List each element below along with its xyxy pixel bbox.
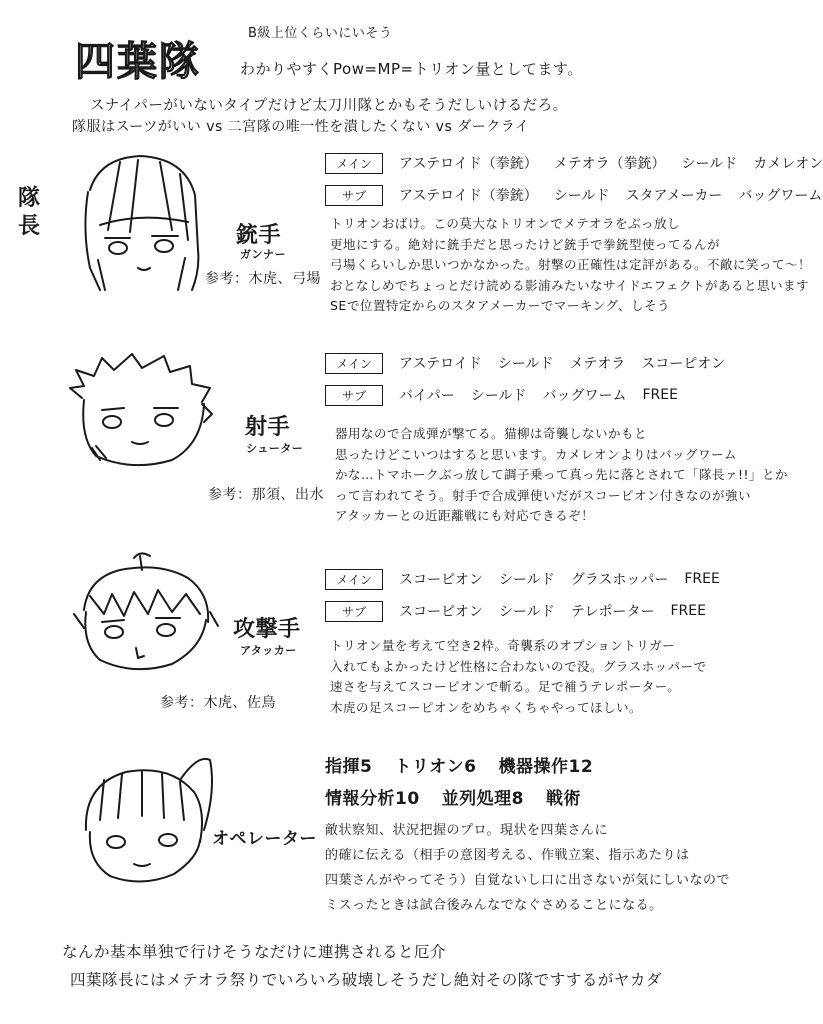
trigger-item: シールド (553, 188, 610, 204)
desc-line: 更地にする。絶対に銃手だと思ったけど銃手で拳銃型使ってるんが (330, 236, 721, 252)
sub-slot-tag: サブ (325, 601, 383, 622)
trigger-item: グラスホッパー (570, 572, 669, 588)
gunner-sub-row (325, 182, 823, 208)
attacker-main-row (325, 566, 720, 592)
sub-slot-tag: サブ (325, 185, 383, 206)
gunner-description (330, 214, 811, 317)
closing-line-2: 四葉隊長にはメテオラ祭りでいろいろ破壊しそうだし絶対その隊ですするがヤカダ (70, 971, 662, 989)
trigger-item: アステロイド (399, 356, 482, 372)
desc-line: 入れてもよかったけど性格に合わないので没。グラスホッパーで (330, 658, 707, 674)
trigger-item: FREE (642, 387, 678, 403)
main-slot-tag: メイン (325, 569, 383, 590)
stat-item: 並列処理8 (441, 789, 525, 809)
gunner-role: 銃手 (236, 223, 282, 248)
attacker-description (330, 636, 707, 718)
trigger-item: FREE (684, 571, 720, 587)
operator-role: オペレーター (212, 829, 317, 849)
main-slot-tag: メイン (325, 353, 383, 374)
trigger-item: シールド (681, 156, 738, 172)
trigger-item: バイパー (399, 388, 455, 404)
desc-line: SEで位置特定からのスタアメーカーでマーキング、しそう (330, 298, 670, 313)
stat-item: トリオン6 (394, 757, 477, 777)
operator-stats-line-2 (325, 784, 581, 809)
intro-line-3: 隊服はスーツがいい vs 二宮隊の唯一性を潰したくない vs ダークライ (72, 119, 530, 135)
shooter-role-kana: シューター (246, 442, 304, 455)
trigger-item: アステロイド（拳銃） (399, 188, 538, 204)
desc-line: 的確に伝える（相手の意図考える、作戦立案、指示あたりは (325, 848, 690, 863)
attacker-role-kana: アタッカー (240, 644, 297, 657)
attacker-reference: 参考：木虎、佐鳥 (160, 695, 276, 711)
desc-line: 木虎の足スコーピオンをめちゃくちゃやってほしい。 (330, 699, 643, 715)
intro-line-1: わかりやすくPow=MP=トリオン量としてます。 (240, 60, 583, 78)
desc-line: かな…トマホークぶっ放して調子乗って真っ先に落とされて「隊長ァ!!」とか (335, 467, 789, 482)
shooter-description (335, 424, 788, 527)
trigger-item: テレポーター (570, 604, 655, 620)
stat-item: 指揮5 (325, 757, 373, 777)
team-name: 四葉隊 (75, 38, 201, 85)
rank-note: B級上位くらいにいそう (248, 26, 393, 41)
shooter-main-row (325, 350, 725, 376)
sub-slot-tag: サブ (325, 385, 383, 406)
desc-line: 速さを与えてスコーピオンで斬る。足で補うテレポーター。 (330, 679, 681, 694)
shooter-reference: 参考：那須、出水 (208, 487, 324, 503)
main-slot-tag: メイン (325, 153, 383, 174)
desc-line: トリオン量を考えて空き2枠。奇襲系のオプショントリガー (330, 638, 676, 653)
operator-description (325, 818, 730, 918)
shooter-sub-row (325, 382, 725, 408)
shooter-role: 射手 (245, 415, 291, 440)
gunner-reference: 参考：木虎、弓場 (205, 271, 321, 287)
trigger-item: スコーピオン (399, 572, 483, 588)
trigger-item: シールド (497, 356, 554, 372)
desc-line: ミスったときは試合後みんなでなぐさめることになる。 (325, 898, 663, 913)
desc-line: トリオンおばけ。この莫大なトリオンでメテオラをぶっ放し (330, 216, 681, 231)
trigger-item: スタアメーカー (625, 188, 723, 204)
stat-item: 戦術 (546, 789, 582, 809)
trigger-item: バッグワーム (542, 388, 627, 404)
trigger-item: FREE (670, 603, 706, 619)
gunner-main-row (325, 150, 823, 176)
desc-line: 敵状察知、状況把握のプロ。現状を四葉さんに (325, 823, 608, 838)
attacker-face-sketch (60, 548, 225, 678)
operator-stats-line-1 (325, 752, 593, 777)
trigger-item: メテオラ（拳銃） (553, 156, 666, 172)
desc-line: 思ったけどこいつはすると思います。カメレオンよりはバッグワーム (335, 446, 738, 462)
trigger-item: アステロイド（拳銃） (399, 156, 538, 172)
trigger-item: カメレオン (753, 156, 823, 172)
desc-line: おとなしめでちょっとだけ読める影浦みたいなサイドエフェクトがあると思います (330, 277, 810, 293)
attacker-sub-row (325, 598, 720, 624)
attacker-role: 攻撃手 (233, 617, 301, 642)
desc-line: 器用なので合成弾が撃てる。猫柳は奇襲しないかもと (335, 426, 648, 441)
desc-line: アタッカーとの近距離戦にも対応できるぞ！ (335, 508, 595, 523)
trigger-item: シールド (499, 572, 555, 588)
gunner-face-sketch (60, 150, 220, 300)
trigger-item: バッグワーム (738, 188, 823, 204)
desc-line: 弓場くらいしか思いつかなかった。射撃の正確性は定評がある。不敵に笑って～！ (330, 257, 812, 272)
desc-line: 四葉さんがやってそう）自覚ないし口に出さないが気にしいなので (325, 873, 731, 888)
trigger-item: シールド (470, 388, 527, 404)
trigger-item: シールド (499, 604, 555, 620)
closing-line-1: なんか基本単独で行けそうなだけに連携されると厄介 (62, 943, 447, 961)
captain-mark: 隊長 (18, 186, 41, 239)
gunner-role-kana: ガンナー (240, 248, 286, 261)
operator-face-sketch (60, 750, 220, 890)
trigger-item: スコーピオン (399, 604, 483, 620)
stat-item: 情報分析10 (325, 789, 420, 809)
intro-line-2: スナイパーがいないタイプだけど太刀川隊とかもそうだしいけるだろ。 (90, 98, 568, 114)
trigger-item: スコーピオン (641, 356, 726, 372)
trigger-item: メテオラ (569, 356, 626, 372)
stat-item: 機器操作12 (498, 757, 594, 777)
desc-line: って言われてそう。射手で合成弾使いだがスコーピオン付きなのが強い (335, 487, 752, 503)
shooter-face-sketch (62, 348, 222, 473)
